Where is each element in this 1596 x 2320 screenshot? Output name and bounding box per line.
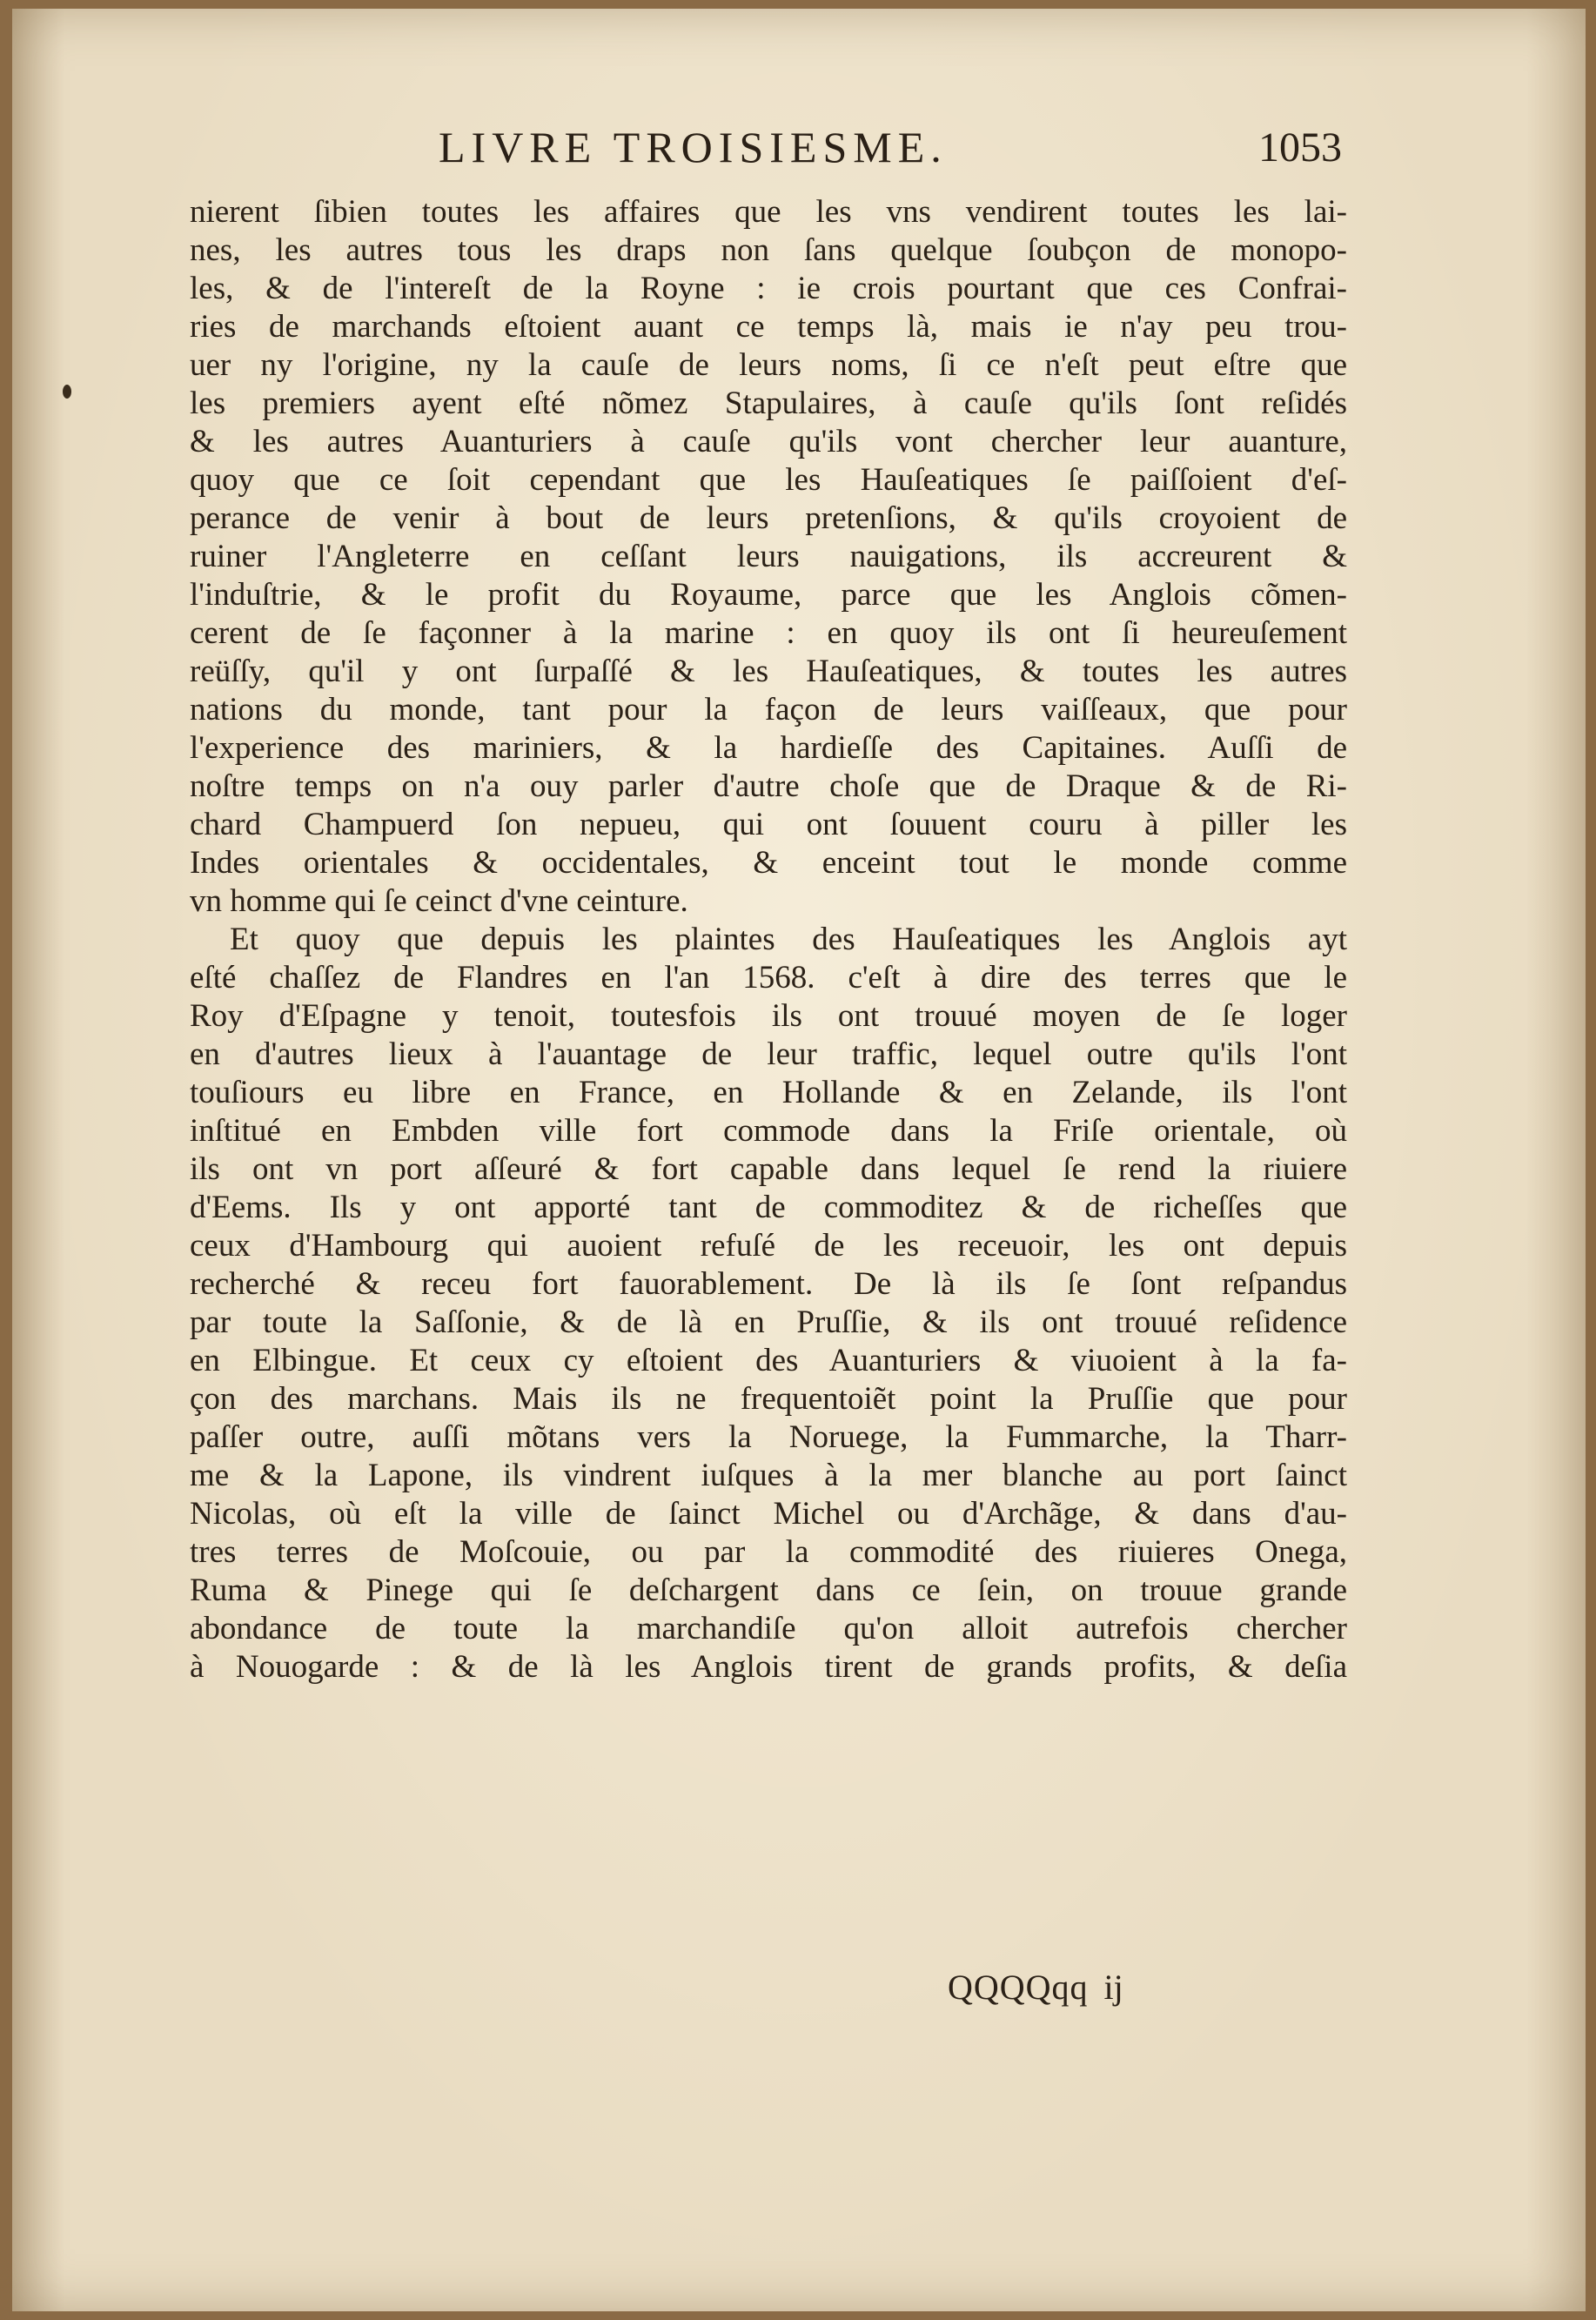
text-line: Nicolas, où eſt la ville de ſainct Michel ou d'Archãge, & dans d'au-: [190, 1496, 1347, 1532]
text-line: ceux d'Hambourg qui auoient refuſé de les receuoir, les ont depuis: [190, 1228, 1347, 1264]
text-line: nes, les autres tous les draps non ſans quelque ſoubçon de monopo-: [190, 232, 1347, 268]
text-line: reüſſy, qu'il y ont ſurpaſſé & les Hauſeatiques, & toutes les autres: [190, 654, 1347, 689]
text-line: noſtre temps on n'a ouy parler d'autre choſe que de Draque & de Ri-: [190, 768, 1347, 804]
text-line: chard Champuerd ſon nepueu, qui ont ſouuent couru à piller les: [190, 807, 1347, 842]
body-text: [190, 193, 1347, 1686]
text-line: recherché & receu fort fauorablement. De là ils ſe ſont reſpandus: [190, 1266, 1347, 1302]
text-line: Ruma & Pinege qui ſe deſchargent dans ce ſein, on trouue grande: [190, 1572, 1347, 1608]
text-line: à Nouogarde : & de là les Anglois tirent de grands profits, & deſia: [190, 1649, 1347, 1685]
text-line: inſtitué en Embden ville fort commode dans la Friſe orientale, où: [190, 1113, 1347, 1149]
text-line: ruiner l'Angleterre en ceſſant leurs nauigations, ils accreurent &: [190, 539, 1347, 574]
text-line: les premiers ayent eſté nõmez Stapulaires, à cauſe qu'ils ſont reſidés: [190, 386, 1347, 421]
text-line: touſiours eu libre en France, en Hollande & en Zelande, ils l'ont: [190, 1075, 1347, 1110]
text-line: en d'autres lieux à l'auantage de leur traffic, lequel outre qu'ils l'ont: [190, 1036, 1347, 1072]
text-line: nierent ſibien toutes les affaires que les vns vendirent toutes les lai-: [190, 194, 1347, 230]
ink-dot-mark: [61, 383, 73, 400]
text-line: ries de marchands eſtoient auant ce temps là, mais ie n'ay peu trou-: [190, 309, 1347, 345]
book-page: [12, 9, 1586, 2311]
text-line: par toute la Saſſonie, & de là en Pruſſie, & ils ont trouué reſidence: [190, 1304, 1347, 1340]
text-line: d'Eems. Ils y ont apporté tant de commoditez & de richeſſes que: [190, 1190, 1347, 1225]
text-line: abondance de toute la marchandiſe qu'on alloit autrefois chercher: [190, 1611, 1347, 1646]
text-line: tres terres de Moſcouie, ou par la commodité des riuieres Onega,: [190, 1534, 1347, 1570]
text-line: nations du monde, tant pour la façon de leurs vaiſſeaux, que pour: [190, 692, 1347, 728]
signature-mark: [948, 1967, 1244, 2010]
text-line: çon des marchans. Mais ils ne frequentoiẽt point la Pruſſie que pour: [190, 1381, 1347, 1417]
gathering-signature: QQQQqq: [948, 1968, 1089, 2007]
text-line: Roy d'Eſpagne y tenoit, toutesfois ils ont trouué moyen de ſe loger: [190, 998, 1347, 1034]
text-line: ils ont vn port aſſeuré & fort capable dans lequel ſe rend la riuiere: [190, 1151, 1347, 1187]
text-line: quoy que ce ſoit cependant que les Hauſeatiques ſe paiſſoient d'eſ-: [190, 462, 1347, 498]
text-line: & les autres Auanturiers à cauſe qu'ils vont chercher leur auanture,: [190, 424, 1347, 459]
page-number: 1053: [1258, 124, 1342, 171]
text-line: eſté chaſſez de Flandres en l'an 1568. c'eſt à dire des terres que le: [190, 960, 1347, 996]
text-line: vn homme qui ſe ceinct d'vne ceinture.: [190, 883, 688, 919]
text-line: l'induſtrie, & le profit du Royaume, parce que les Anglois cõmen-: [190, 577, 1347, 613]
signature-folio: ij: [1103, 1968, 1123, 2007]
text-line: les, & de l'intereſt de la Royne : ie crois pourtant que ces Confrai-: [190, 271, 1347, 306]
text-line: paſſer outre, auſſi mõtans vers la Noruege, la Fummarche, la Tharr-: [190, 1419, 1347, 1455]
text-line: en Elbingue. Et ceux cy eſtoient des Auanturiers & viuoient à la fa-: [190, 1343, 1347, 1378]
text-line: perance de venir à bout de leurs pretenſions, & qu'ils croyoient de: [190, 500, 1347, 536]
running-title: LIVRE TROISIESME.: [439, 123, 948, 171]
page-header: [12, 122, 1586, 183]
text-line: uer ny l'origine, ny la cauſe de leurs noms, ſi ce n'eſt peut eſtre que: [190, 347, 1347, 383]
text-line: me & la Lapone, ils vindrent iuſques à la mer blanche au port ſainct: [190, 1458, 1347, 1493]
paragraph-start-line: Et quoy que depuis les plaintes des Hauſeatiques les Anglois ayt: [230, 922, 1347, 957]
text-line: cerent de ſe façonner à la marine : en quoy ils ont ſi heureuſement: [190, 615, 1347, 651]
text-line: Indes orientales & occidentales, & enceint tout le monde comme: [190, 845, 1347, 881]
text-line: l'experience des mariniers, & la hardieſſe des Capitaines. Auſſi de: [190, 730, 1347, 766]
